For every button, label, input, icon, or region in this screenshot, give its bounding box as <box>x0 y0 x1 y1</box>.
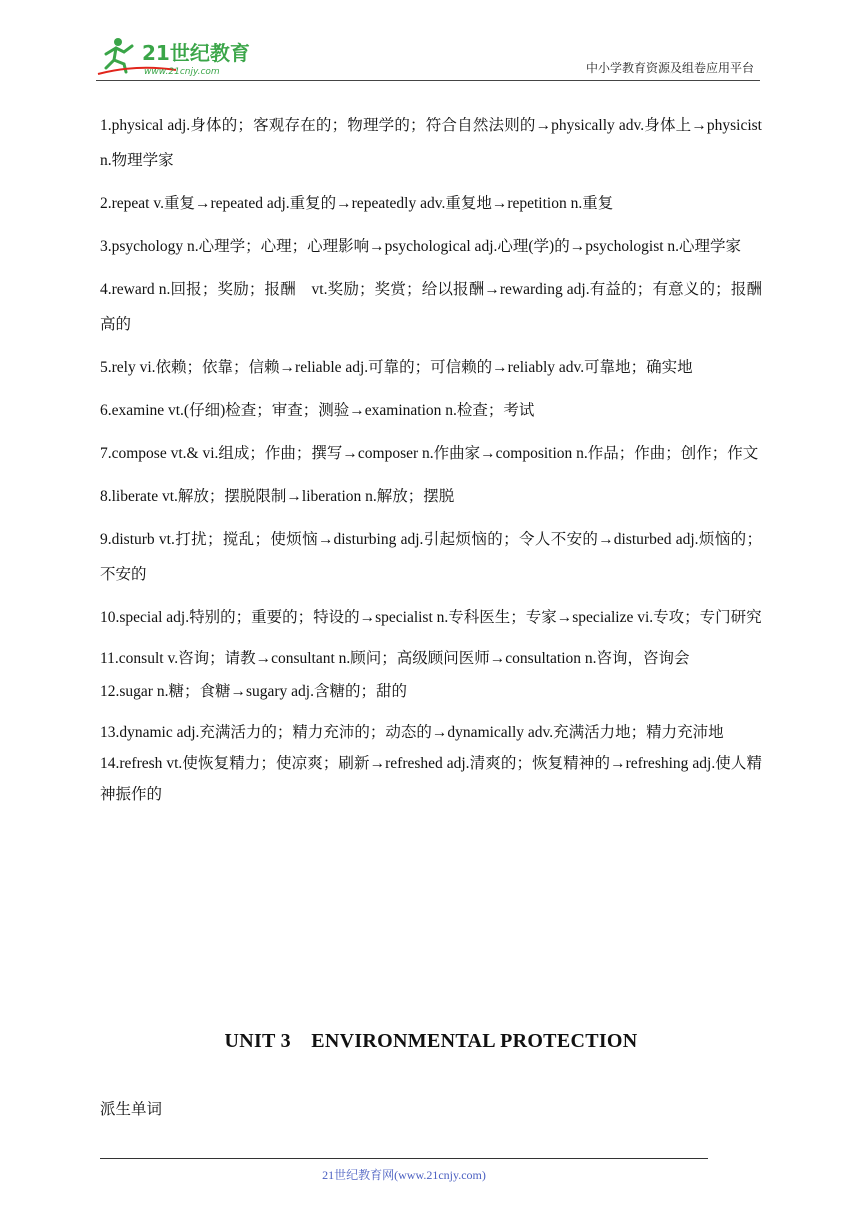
entry-14: 14.refresh vt.使恢复精力；使凉爽；刷新→refreshed adj.清爽的；恢复精神的→refreshing adj.使人精神振作的 <box>100 755 762 803</box>
svg-text:www.21cnjy.com: www.21cnjy.com <box>144 67 220 77</box>
entry-6: 6.examine vt.(仔细)检查；审查；测验→examination n.检查；考试 <box>100 402 535 419</box>
entry-2: 2.repeat v.重复→repeated adj.重复的→repeatedly adv.重复地→repetition n.重复 <box>100 195 614 212</box>
entry-11: 11.consult v.咨询；请教→consultant n.顾问；高级顾问医师→consultation n.咨询，咨询会 <box>100 650 690 667</box>
svg-text:21世纪教育: 21世纪教育 <box>142 41 250 65</box>
vocabulary-list <box>100 108 762 810</box>
entry-8: 8.liberate vt.解放；摆脱限制→liberation n.解放；摆脱 <box>100 488 455 505</box>
entry-12: 12.sugar n.糖；食糖→sugary adj.含糖的；甜的 <box>100 683 407 700</box>
entry-1: 1.physical adj.身体的；客观存在的；物理学的；符合自然法则的→physically adv.身体上→physicist n.物理学家 <box>100 117 762 169</box>
entry-7: 7.compose vt.& vi.组成；作曲；撰写→composer n.作曲家→composition n.作品；作曲；创作；作文 <box>100 445 759 462</box>
entry-4: 4.reward n.回报；奖励；报酬 vt.奖励；奖赏；给以报酬→rewarding adj.有益的；有意义的；报酬高的 <box>100 281 762 333</box>
entry-9: 9.disturb vt.打扰；搅乱；使烦恼→disturbing adj.引起烦恼的；令人不安的→disturbed adj.烦恼的；不安的 <box>100 531 762 583</box>
unit-title: UNIT 3 ENVIRONMENTAL PROTECTION <box>224 1030 638 1052</box>
logo-21cnjy <box>96 34 266 78</box>
entry-5: 5.rely vi.依赖；依靠；信赖→reliable adj.可靠的；可信赖的→reliably adv.可靠地；确实地 <box>100 359 693 376</box>
page-header <box>96 34 760 81</box>
section-heading: 派生单词 <box>100 1100 163 1118</box>
footer-divider <box>100 1158 708 1159</box>
entry-13: 13.dynamic adj.充满活力的；精力充沛的；动态的→dynamically adv.充满活力地；精力充沛地 <box>100 724 724 741</box>
entry-10: 10.special adj.特别的；重要的；特设的→specialist n.专科医生；专家→specialize vi.专攻；专门研究 <box>100 609 762 626</box>
footer-text: 21世纪教育网(www.21cnjy.com) <box>322 1168 486 1182</box>
entry-3: 3.psychology n.心理学；心理；心理影响→psychological adj.心理(学)的→psychologist n.心理学家 <box>100 238 742 255</box>
platform-label: 中小学教育资源及组卷应用平台 <box>585 61 754 75</box>
